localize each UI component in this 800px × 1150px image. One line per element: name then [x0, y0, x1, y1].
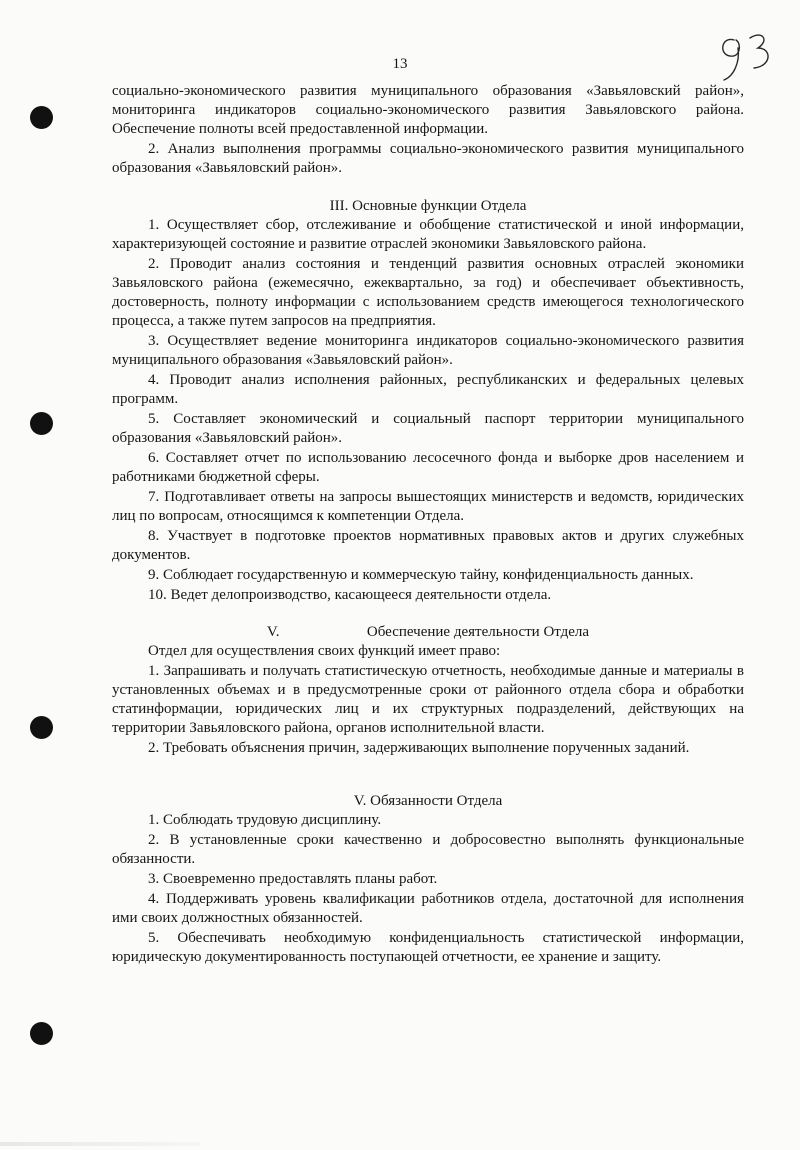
- list-item: 4. Проводит анализ исполнения районных, республиканских и федеральных целевых программ.: [112, 372, 744, 407]
- list-item: 7. Подготавливает ответы на запросы вышестоящих министерств и ведомств, юридических лиц по вопросам, относящимся к компетенции Отдела.: [112, 489, 744, 524]
- section-heading-functions: III. Основные функции Отдела: [329, 198, 527, 214]
- list-item: 1. Запрашивать и получать статистическую отчетность, необходимые данные и материалы в установленных объемах и в предусмотренные сроки от районного отдела сбора и обработки статинформации, юридических лиц и их структурных подразделений, действующих на территории Завьяловского района, органов исполнительной власти.: [112, 663, 744, 736]
- list-item: 8. Участвует в подготовке проектов нормативных правовых актов и других служебных документов.: [112, 528, 744, 563]
- punch-hole: [30, 1022, 53, 1045]
- list-item: 1. Осуществляет сбор, отслеживание и обобщение статистической и иной информации, характеризующей состояние и развитие отраслей экономики Завьяловского района.: [112, 217, 744, 252]
- list-item: 5. Составляет экономический и социальный паспорт территории муниципального образования «Завьяловский район».: [112, 411, 744, 446]
- handwritten-page-mark: [712, 26, 782, 84]
- document-body: [112, 82, 744, 968]
- punch-hole: [30, 106, 53, 129]
- list-item: 4. Поддерживать уровень квалификации работников отдела, достаточной для исполнения ими своих должностных обязанностей.: [112, 891, 744, 926]
- list-item: 10. Ведет делопроизводство, касающееся деятельности отдела.: [148, 587, 552, 603]
- list-item: 9. Соблюдает государственную и коммерческую тайну, конфиденциальность данных.: [148, 567, 694, 583]
- paragraph-item: 2. Анализ выполнения программы социально-экономического развития муниципального образования «Завьяловский район».: [112, 141, 744, 176]
- list-item: 3. Осуществляет ведение мониторинга индикаторов социально-экономического развития муниципального образования «Завьяловский район».: [112, 333, 744, 368]
- section-heading-duties: V. Обязанности Отдела: [353, 793, 503, 809]
- scan-edge-shadow: [0, 1142, 200, 1146]
- punch-hole: [30, 716, 53, 739]
- punch-hole: [30, 412, 53, 435]
- list-item: 3. Своевременно предоставлять планы работ.: [148, 871, 438, 887]
- list-item: 2. В установленные сроки качественно и добросовестно выполнять функциональные обязанности.: [112, 832, 744, 867]
- section-heading-support: [112, 623, 744, 642]
- list-item: 2. Требовать объяснения причин, задерживающих выполнение порученных заданий.: [148, 740, 690, 756]
- list-item: 5. Обеспечивать необходимую конфиденциальность статистической информации, юридическую документированность поступающей отчетности, ее хранение и защиту.: [112, 930, 744, 965]
- section-number: V.: [266, 624, 280, 640]
- section-title: Обеспечение деятельности Отдела: [366, 624, 590, 640]
- paragraph-lead: Отдел для осуществления своих функций имеет право:: [148, 643, 501, 659]
- list-item: 2. Проводит анализ состояния и тенденций развития основных отраслей экономики Завьяловского района (ежемесячно, ежеквартально, за год) и обеспечивает объективность, достоверность, полноту информации с использованием средств имеющегося технологического процесса, а также путем запросов на предприятия.: [112, 256, 744, 329]
- list-item: 6. Составляет отчет по использованию лесосечного фонда и выборке дров населением и работниками бюджетной сферы.: [112, 450, 744, 485]
- list-item: 1. Соблюдать трудовую дисциплину.: [148, 812, 382, 828]
- page-number: 13: [392, 56, 408, 72]
- paragraph-continuation: социально-экономического развития муниципального образования «Завьяловский район», мониторинга индикаторов социально-экономического развития Завьяловского района. Обеспечение полноты всей предоставленной информации.: [112, 83, 744, 137]
